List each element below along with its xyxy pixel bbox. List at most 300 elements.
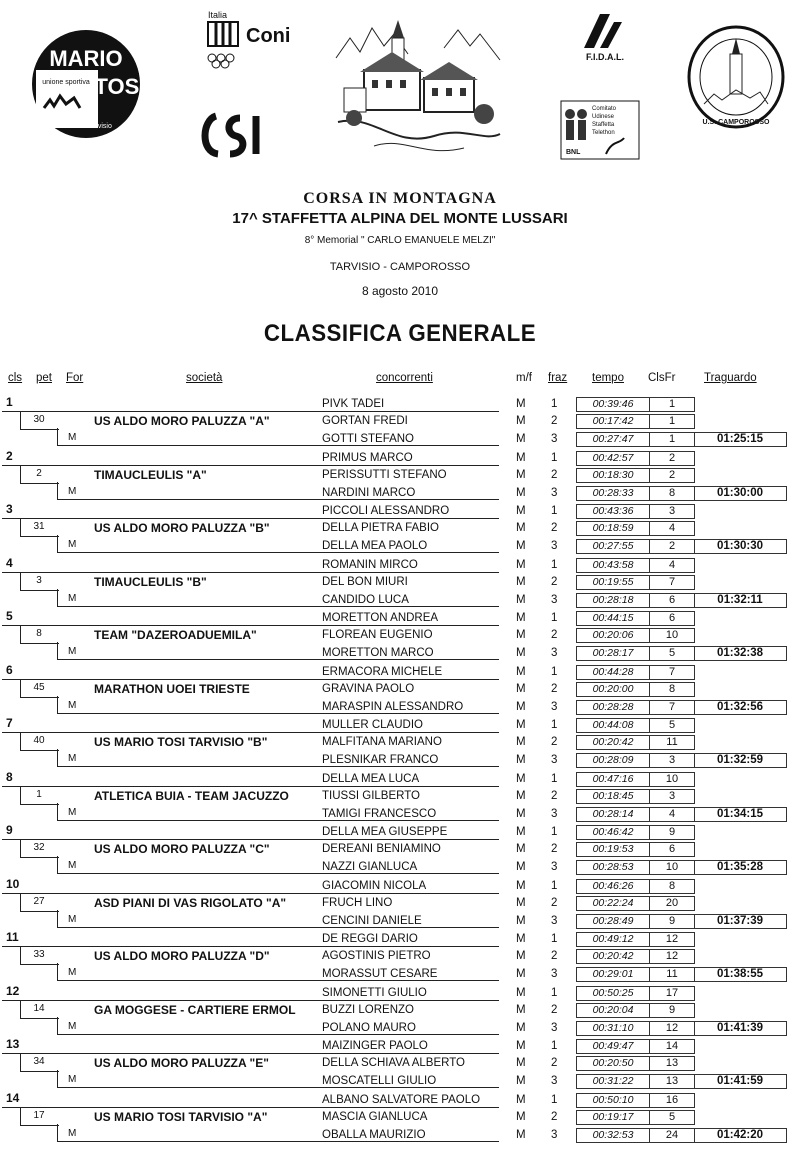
- runner-leg: 3: [551, 968, 558, 980]
- runner-leg-rank: 24: [650, 1128, 695, 1143]
- runner-gender: M: [516, 879, 526, 892]
- runner-gender: M: [516, 486, 526, 499]
- runner-leg: 3: [551, 807, 558, 820]
- runner-leg-rank: 10: [650, 628, 695, 643]
- runner-name: MORASSUT CESARE: [322, 968, 438, 980]
- runner-name: DELLA SCHIAVA ALBERTO: [322, 1057, 465, 1069]
- team-name: US ALDO MORO PALUZZA "B": [94, 521, 270, 535]
- camporosso-logo: [686, 24, 786, 130]
- fidal-logo-name: F.I.D.A.L.: [586, 52, 624, 62]
- runner-leg: 2: [551, 789, 558, 802]
- runner-leg-rank: 7: [650, 665, 695, 680]
- runner-leg: 2: [551, 682, 558, 695]
- team-rank: 13: [6, 1037, 20, 1051]
- team-divider: [2, 732, 499, 733]
- runner-gender: M: [516, 772, 526, 785]
- runner-time: 00:44:08: [576, 718, 650, 733]
- runner-leg: 2: [551, 575, 558, 588]
- team-finish-time: 01:42:20: [694, 1128, 787, 1143]
- team-bib: 34: [33, 1056, 45, 1067]
- runner-time: 00:27:47: [576, 432, 650, 447]
- runner-leg-rank: 1: [650, 414, 695, 429]
- runner-gender: M: [516, 451, 526, 464]
- runner-name: MALFITANA MARIANO: [322, 736, 442, 748]
- telethon-logo-line3: Staffetta: [592, 122, 615, 128]
- team-name: GA MOGGESE - CARTIERE ERMOL: [94, 1002, 296, 1017]
- team-finish-time: 01:38:55: [694, 967, 787, 982]
- team-block: [0, 1091, 800, 1145]
- runner-leg: 1: [551, 451, 558, 464]
- team-name: US ALDO MORO PALUZZA "C": [94, 842, 270, 856]
- runner-leg-rank: 5: [650, 646, 695, 661]
- team-divider: [2, 786, 499, 787]
- team-rank: 1: [6, 395, 13, 409]
- runner-gender: M: [516, 575, 526, 588]
- runner-gender: M: [516, 754, 526, 766]
- team-divider: [2, 625, 499, 626]
- runner-leg-rank: 6: [650, 611, 695, 626]
- runner-leg: 1: [551, 772, 558, 785]
- team-bottom-line: [57, 499, 499, 500]
- runner-leg-rank: 16: [650, 1093, 695, 1108]
- runner-gender: M: [516, 826, 526, 838]
- runner-time: 00:31:22: [576, 1074, 650, 1089]
- runner-leg-rank: 3: [650, 753, 695, 768]
- team-block: [0, 609, 800, 663]
- runner-time: 00:47:16: [576, 772, 650, 787]
- team-rank: 14: [6, 1090, 20, 1105]
- team-rank: 7: [6, 716, 13, 730]
- runner-leg: 3: [551, 914, 558, 927]
- runner-gender: M: [516, 540, 526, 552]
- team-name: US ALDO MORO PALUZZA "D": [94, 949, 270, 963]
- runner-leg-rank: 4: [650, 807, 695, 822]
- team-bottom-line: [57, 1034, 499, 1035]
- team-finish-time: 01:32:59: [694, 753, 787, 768]
- team-name: US MARIO TOSI TARVISIO "B": [94, 735, 268, 749]
- runner-leg-rank: 9: [650, 914, 695, 929]
- runner-time: 00:28:53: [576, 860, 650, 875]
- team-name: TIMAUCLEULIS "B": [94, 574, 207, 589]
- runner-gender: M: [516, 682, 526, 695]
- runner-time: 00:19:17: [576, 1110, 650, 1125]
- team-rank: 6: [6, 662, 13, 677]
- team-divider: [2, 518, 499, 519]
- team-finish-time: 01:32:38: [694, 646, 787, 661]
- runner-gender: M: [516, 914, 526, 927]
- runner-leg: 1: [551, 1093, 558, 1106]
- runner-name: DELLA PIETRA FABIO: [322, 522, 439, 534]
- runner-name: GIACOMIN NICOLA: [322, 879, 427, 892]
- runner-time: 00:18:45: [576, 789, 650, 804]
- runner-leg-rank: 1: [650, 432, 695, 447]
- team-bottom-line: [57, 552, 499, 553]
- runner-leg-rank: 14: [650, 1039, 695, 1054]
- runner-gender: M: [516, 398, 526, 410]
- team-divider: [2, 411, 499, 412]
- team-category: M: [68, 1127, 77, 1139]
- runner-gender: M: [516, 1003, 526, 1016]
- runner-name: DEL BON MIURI: [322, 575, 408, 588]
- camporosso-logo-name: U.S. CAMPOROSSO: [702, 119, 770, 126]
- runner-time: 00:20:50: [576, 1056, 650, 1071]
- runner-time: 00:22:24: [576, 896, 650, 911]
- event-memorial: 8° Memorial " CARLO EMANUELE MELZI": [304, 235, 496, 246]
- team-category: M: [68, 646, 77, 657]
- team-finish-time: 01:30:30: [694, 539, 787, 554]
- team-category: M: [68, 432, 77, 443]
- runner-name: NARDINI MARCO: [322, 486, 416, 499]
- runner-name: DE REGGI DARIO: [322, 933, 418, 945]
- runner-gender: M: [516, 665, 526, 678]
- runner-leg: 3: [551, 540, 558, 552]
- runner-gender: M: [516, 468, 526, 481]
- runner-gender: M: [516, 986, 526, 999]
- runner-name: MAIZINGER PAOLO: [322, 1040, 428, 1052]
- team-divider: [2, 679, 499, 680]
- runner-time: 00:20:06: [576, 628, 650, 643]
- runner-leg-rank: 8: [650, 682, 695, 697]
- runner-leg-rank: 2: [650, 468, 695, 483]
- runner-leg: 2: [551, 896, 558, 909]
- mario-tosi-logo-line2: TOSI: [94, 74, 142, 99]
- runner-time: 00:28:49: [576, 914, 650, 929]
- team-name: US ALDO MORO PALUZZA "E": [94, 1056, 269, 1070]
- runner-leg-rank: 12: [650, 1021, 695, 1036]
- runner-time: 00:27:55: [576, 539, 650, 554]
- team-finish-time: 01:30:00: [694, 486, 787, 501]
- runner-time: 00:28:17: [576, 646, 650, 661]
- runner-leg-rank: 11: [650, 735, 695, 750]
- team-bib: 40: [33, 735, 45, 746]
- runner-gender: M: [516, 612, 526, 624]
- team-bottom-line: [57, 873, 499, 874]
- team-name: US ALDO MORO PALUZZA "A": [94, 414, 270, 428]
- runner-gender: M: [516, 896, 526, 909]
- runner-leg-rank: 5: [650, 1110, 695, 1125]
- team-category: M: [68, 592, 77, 604]
- runner-name: PERISSUTTI STEFANO: [322, 468, 447, 481]
- team-rank: 8: [6, 769, 13, 784]
- team-divider: [2, 1107, 499, 1108]
- team-name: MARATHON UOEI TRIESTE: [94, 681, 250, 696]
- team-category: M: [68, 860, 77, 871]
- telethon-logo-line4: Telethon: [592, 130, 615, 136]
- runner-leg: 1: [551, 398, 558, 410]
- runner-leg: 2: [551, 468, 558, 481]
- header-fraz: fraz: [548, 372, 568, 384]
- team-bib: 1: [36, 788, 42, 800]
- team-divider: [2, 839, 499, 840]
- runner-gender: M: [516, 807, 526, 820]
- team-block: [0, 984, 800, 1038]
- team-category: M: [68, 1074, 77, 1085]
- runner-leg: 3: [551, 754, 558, 766]
- team-bib: 8: [36, 628, 42, 639]
- runner-name: MORETTON ANDREA: [322, 612, 439, 624]
- runner-time: 00:20:04: [576, 1003, 650, 1018]
- runner-leg-rank: 12: [650, 949, 695, 964]
- team-rank: 12: [6, 983, 20, 998]
- runner-name: MASCIA GIANLUCA: [322, 1110, 428, 1123]
- mario-tosi-logo-line1: MARIO: [49, 46, 123, 71]
- team-bib: 32: [33, 842, 45, 853]
- runner-leg: 2: [551, 522, 558, 534]
- runner-leg: 2: [551, 1110, 558, 1123]
- team-block: [0, 395, 800, 449]
- runner-name: MOSCATELLI GIULIO: [322, 1075, 437, 1087]
- runner-leg-rank: 1: [650, 397, 695, 412]
- team-finish-time: 01:37:39: [694, 914, 787, 929]
- team-divider: [2, 1000, 499, 1001]
- team-block: [0, 663, 800, 717]
- team-block: [0, 556, 800, 610]
- team-block: [0, 502, 800, 556]
- runner-name: DELLA MEA LUCA: [322, 772, 420, 785]
- team-finish-time: 01:35:28: [694, 860, 787, 875]
- runner-time: 00:19:55: [576, 575, 650, 590]
- runner-leg: 3: [551, 861, 558, 873]
- team-rank: 9: [6, 823, 13, 837]
- runner-leg-rank: 6: [650, 593, 695, 608]
- team-block: [0, 1037, 800, 1091]
- header-mf: m/f: [516, 372, 532, 384]
- team-block: [0, 930, 800, 984]
- runner-leg-rank: 13: [650, 1056, 695, 1071]
- runner-gender: M: [516, 1057, 526, 1069]
- team-divider: [2, 1053, 499, 1054]
- telethon-logo: [560, 100, 640, 160]
- runner-time: 00:20:00: [576, 682, 650, 697]
- runner-time: 00:44:28: [576, 665, 650, 680]
- runner-time: 00:29:01: [576, 967, 650, 982]
- runner-leg: 1: [551, 719, 558, 731]
- team-rank: 5: [6, 609, 13, 623]
- runner-time: 00:20:42: [576, 735, 650, 750]
- runner-gender: M: [516, 843, 526, 855]
- runner-leg-rank: 17: [650, 986, 695, 1001]
- telethon-logo-line1: Comitato: [592, 106, 617, 112]
- csi-logo: [196, 112, 268, 158]
- runner-leg-rank: 6: [650, 842, 695, 857]
- runner-time: 00:43:36: [576, 504, 650, 519]
- runner-gender: M: [516, 736, 526, 748]
- runner-leg: 1: [551, 665, 558, 678]
- runner-time: 00:17:42: [576, 414, 650, 429]
- runner-leg: 3: [551, 1021, 558, 1034]
- column-headers: [0, 372, 800, 388]
- runner-time: 00:28:09: [576, 753, 650, 768]
- runner-time: 00:18:59: [576, 521, 650, 536]
- runner-name: TAMIGI FRANCESCO: [322, 807, 437, 820]
- runner-gender: M: [516, 558, 526, 571]
- team-bib: 2: [36, 467, 42, 479]
- team-bib: 3: [36, 574, 42, 586]
- mario-tosi-logo-place: Tarvisio: [88, 123, 112, 130]
- runner-name: CENCINI DANIELE: [322, 914, 422, 927]
- runner-time: 00:49:47: [576, 1039, 650, 1054]
- header-pet: pet: [36, 372, 52, 384]
- runner-leg: 1: [551, 933, 558, 945]
- runner-gender: M: [516, 861, 526, 873]
- runner-name: MORETTON MARCO: [322, 647, 434, 659]
- runner-leg: 1: [551, 1040, 558, 1052]
- runner-name: MARASPIN ALESSANDRO: [322, 700, 464, 713]
- village-illustration: [334, 18, 504, 158]
- runner-name: GOTTI STEFANO: [322, 433, 415, 445]
- team-name: ATLETICA BUIA - TEAM JACUZZO: [94, 788, 289, 803]
- coni-logo-name: Coni: [246, 25, 291, 47]
- runner-name: ERMACORA MICHELE: [322, 665, 443, 678]
- runner-time: 00:19:53: [576, 842, 650, 857]
- team-category: M: [68, 699, 77, 711]
- runner-leg-rank: 5: [650, 718, 695, 733]
- team-bib: 17: [33, 1109, 45, 1121]
- team-category: M: [68, 753, 77, 764]
- runner-gender: M: [516, 505, 526, 517]
- results-table: [0, 395, 800, 1144]
- runner-name: PLESNIKAR FRANCO: [322, 754, 439, 766]
- runner-leg: 1: [551, 558, 558, 571]
- runner-leg-rank: 12: [650, 932, 695, 947]
- runner-leg: 1: [551, 879, 558, 892]
- runner-leg: 2: [551, 629, 558, 641]
- team-finish-time: 01:32:11: [694, 593, 787, 608]
- team-category: M: [68, 913, 77, 925]
- header-for: For: [66, 372, 84, 384]
- team-block: [0, 770, 800, 824]
- runner-gender: M: [516, 1075, 526, 1087]
- runner-name: PICCOLI ALESSANDRO: [322, 505, 450, 517]
- runner-leg-rank: 8: [650, 486, 695, 501]
- team-bib: 14: [33, 1002, 45, 1014]
- runner-gender: M: [516, 968, 526, 980]
- runner-gender: M: [516, 933, 526, 945]
- team-bottom-line: [57, 445, 499, 446]
- runner-leg-rank: 10: [650, 772, 695, 787]
- runner-time: 00:44:15: [576, 611, 650, 626]
- runner-leg-rank: 8: [650, 879, 695, 894]
- mario-tosi-logo: [30, 28, 142, 140]
- runner-gender: M: [516, 1093, 526, 1106]
- team-category: M: [68, 1020, 77, 1032]
- runner-time: 00:39:46: [576, 397, 650, 412]
- telethon-logo-line2: Udinese: [592, 114, 615, 120]
- runner-gender: M: [516, 700, 526, 713]
- team-bib: 30: [33, 414, 45, 425]
- runner-name: AGOSTINIS PIETRO: [322, 950, 431, 962]
- runner-leg: 3: [551, 486, 558, 499]
- runner-gender: M: [516, 1040, 526, 1052]
- runner-gender: M: [516, 629, 526, 641]
- team-finish-time: 01:41:59: [694, 1074, 787, 1089]
- runner-name: PRIMUS MARCO: [322, 451, 413, 464]
- runner-leg: 2: [551, 1057, 558, 1069]
- coni-logo-top: Italia: [208, 10, 228, 20]
- runner-leg: 2: [551, 736, 558, 748]
- runner-time: 00:28:14: [576, 807, 650, 822]
- runner-gender: M: [516, 950, 526, 962]
- runner-time: 00:32:53: [576, 1128, 650, 1143]
- runner-time: 00:18:30: [576, 468, 650, 483]
- runner-gender: M: [516, 415, 526, 427]
- team-divider: [2, 893, 499, 894]
- team-divider: [2, 946, 499, 947]
- coni-logo: [204, 8, 314, 70]
- team-bottom-line: [57, 1141, 499, 1142]
- runner-time: 00:20:42: [576, 949, 650, 964]
- runner-leg: 1: [551, 505, 558, 517]
- runner-leg-rank: 9: [650, 1003, 695, 1018]
- team-bib: 33: [33, 949, 45, 960]
- runner-name: NAZZI GIANLUCA: [322, 861, 418, 873]
- runner-leg: 1: [551, 826, 558, 838]
- runner-leg: 1: [551, 612, 558, 624]
- runner-gender: M: [516, 593, 526, 606]
- runner-leg: 1: [551, 986, 558, 999]
- runner-leg-rank: 9: [650, 825, 695, 840]
- team-category: M: [68, 539, 77, 550]
- runner-leg-rank: 2: [650, 539, 695, 554]
- team-rank: 11: [6, 930, 19, 944]
- team-name: ASD PIANI DI VAS RIGOLATO "A": [94, 895, 287, 910]
- runner-time: 00:46:42: [576, 825, 650, 840]
- team-block: [0, 823, 800, 877]
- runner-gender: M: [516, 1110, 526, 1123]
- runner-name: DELLA MEA PAOLO: [322, 540, 428, 552]
- team-bib: 45: [33, 681, 45, 693]
- team-finish-time: 01:41:39: [694, 1021, 787, 1036]
- runner-time: 00:49:12: [576, 932, 650, 947]
- runner-leg: 3: [551, 647, 558, 659]
- team-rank: 2: [6, 448, 13, 463]
- runner-name: PIVK TADEI: [322, 398, 385, 410]
- team-divider: [2, 572, 499, 573]
- runner-gender: M: [516, 647, 526, 659]
- runner-name: GORTAN FREDI: [322, 415, 408, 427]
- runner-name: TIUSSI GILBERTO: [322, 789, 420, 802]
- runner-name: MULLER CLAUDIO: [322, 719, 423, 731]
- runner-gender: M: [516, 433, 526, 445]
- runner-leg: 3: [551, 1075, 558, 1087]
- runner-leg: 3: [551, 1128, 558, 1141]
- team-category: M: [68, 806, 77, 818]
- runner-gender: M: [516, 522, 526, 534]
- runner-name: FRUCH LINO: [322, 896, 393, 909]
- runner-leg: 2: [551, 1003, 558, 1016]
- header-traguardo: Traguardo: [704, 372, 757, 384]
- runner-name: GRAVINA PAOLO: [322, 682, 415, 695]
- team-finish-time: 01:25:15: [694, 432, 787, 447]
- runner-gender: M: [516, 789, 526, 802]
- team-block: [0, 449, 800, 503]
- runner-gender: M: [516, 1128, 526, 1141]
- team-name: TEAM "DAZEROADUEMILA": [94, 628, 257, 642]
- event-title: 17^ STAFFETTA ALPINA DEL MONTE LUSSARI: [232, 210, 568, 227]
- team-bottom-line: [57, 606, 499, 607]
- team-rank: 3: [6, 502, 13, 516]
- runner-gender: M: [516, 719, 526, 731]
- runner-time: 00:28:18: [576, 593, 650, 608]
- runner-name: ROMANIN MIRCO: [322, 558, 418, 571]
- runner-gender: M: [516, 1021, 526, 1034]
- runner-leg-rank: 11: [650, 967, 695, 982]
- runner-name: OBALLA MAURIZIO: [322, 1128, 426, 1141]
- runner-name: ALBANO SALVATORE PAOLO: [322, 1093, 481, 1106]
- team-finish-time: 01:32:56: [694, 700, 787, 715]
- runner-leg: 3: [551, 593, 558, 606]
- team-finish-time: 01:34:15: [694, 807, 787, 822]
